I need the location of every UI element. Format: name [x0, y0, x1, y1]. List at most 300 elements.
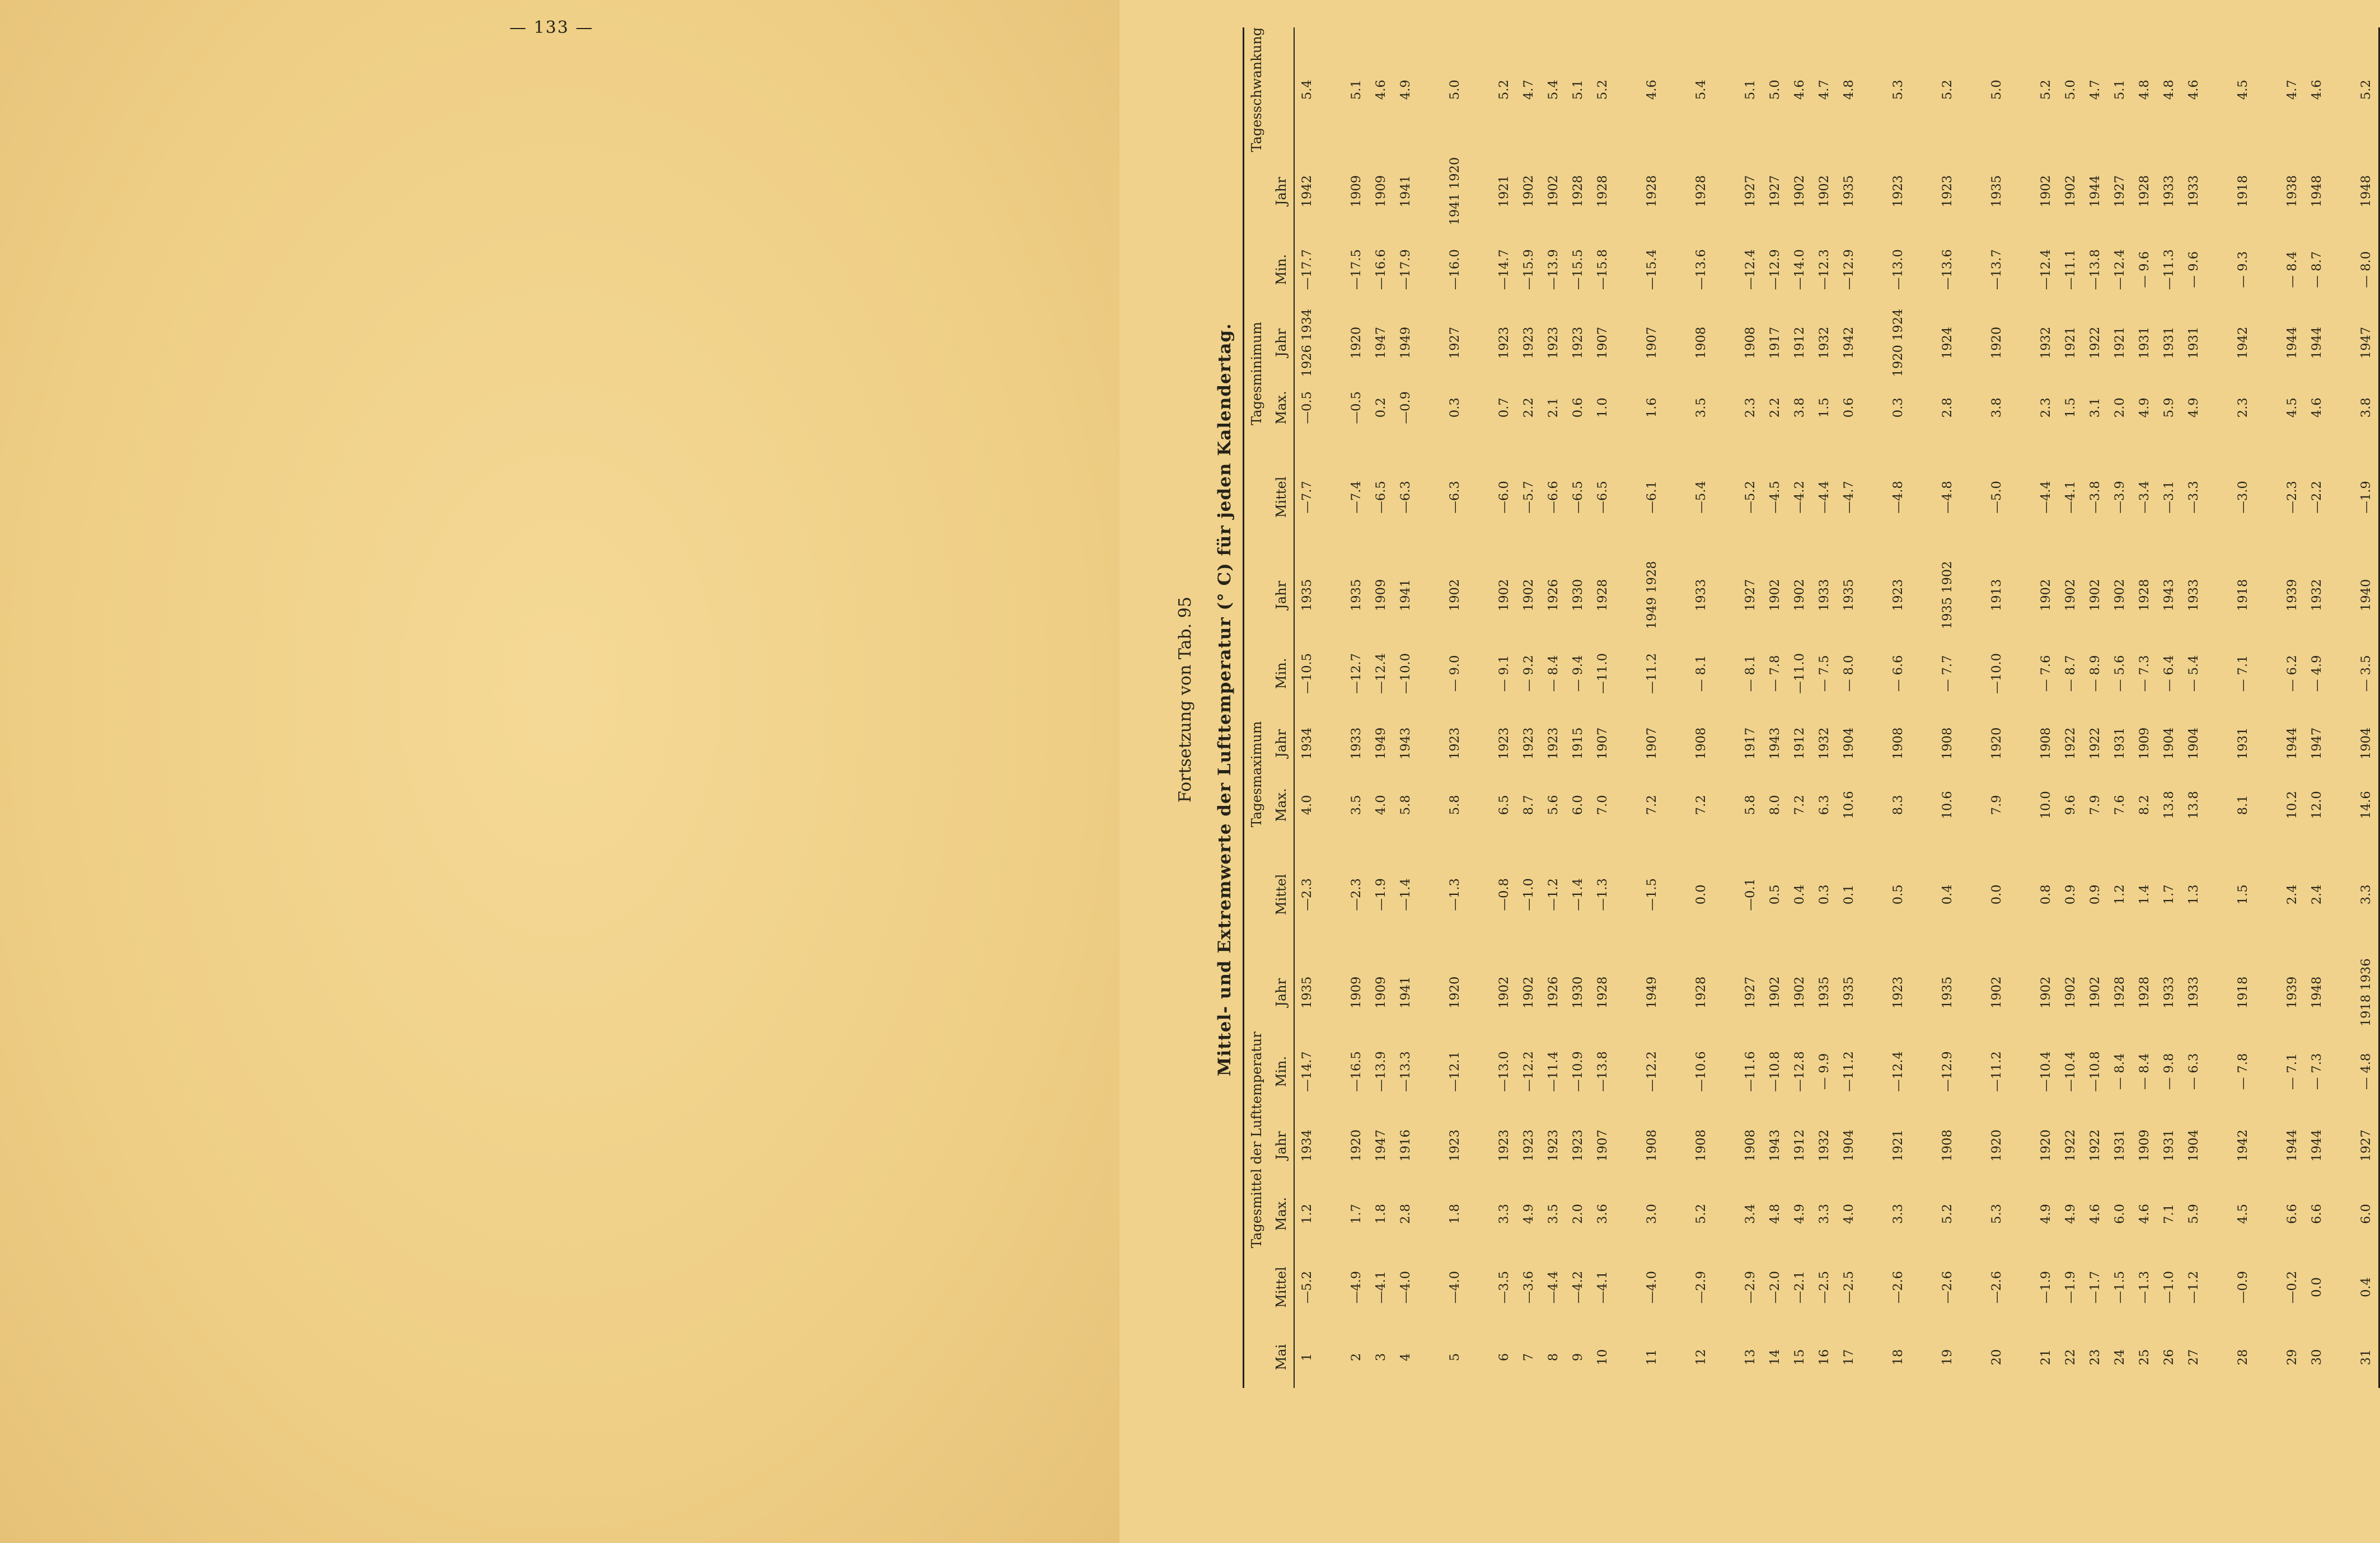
value-cell: —15.8	[1595, 249, 1610, 290]
value-cell: 1.5	[2236, 884, 2250, 905]
value-cell: 5.2	[1497, 79, 1511, 100]
value-cell: 1904	[2354, 712, 2379, 774]
value-cell: 1909	[1374, 579, 1388, 611]
value-cell: 0.9	[2063, 884, 2078, 905]
value-cell: 1921	[2112, 326, 2127, 359]
value-cell: 1902	[1817, 175, 1831, 208]
value-cell: 6.5	[1497, 795, 1511, 815]
value-cell: —13.6	[1694, 249, 1708, 290]
value-cell: 1931	[2112, 727, 2127, 759]
value-cell: 6.0	[2354, 1180, 2379, 1248]
value-cell: —11.0	[1595, 653, 1610, 694]
value-cell: —3.1	[2162, 481, 2176, 514]
value-cell: 1942	[2236, 326, 2250, 359]
value-cell: 1.2	[2112, 884, 2127, 905]
value-cell: 4.5	[2285, 397, 2299, 418]
value-cell: —4.8	[1891, 481, 1905, 514]
value-cell: —5.2	[1300, 1270, 1314, 1304]
value-cell: 0.2	[1374, 397, 1388, 418]
table-row	[1812, 27, 1836, 1388]
row-gap	[1319, 27, 1344, 1388]
value-cell: 1928	[1694, 175, 1708, 208]
value-cell: —2.6	[1940, 1270, 1955, 1304]
value-cell: —11.2	[1842, 1051, 1856, 1092]
value-cell: — 8.1	[1743, 655, 1758, 692]
value-cell: 1920	[1349, 1129, 1364, 1162]
value-cell: 4.9	[1398, 79, 1413, 100]
value-cell: —4.5	[1768, 481, 1782, 514]
value-cell: — 8.0	[1842, 655, 1856, 692]
value-cell: — 6.2	[2285, 655, 2299, 692]
value-cell: — 8.4	[2285, 251, 2299, 288]
day-cell: 15	[1792, 1349, 1807, 1366]
value-cell: —1.5	[1645, 878, 1659, 911]
value-cell: 1.0	[1595, 397, 1610, 418]
value-cell: 1902	[1792, 579, 1807, 611]
value-cell: 1912	[1792, 1129, 1807, 1162]
value-cell: 8.0	[1768, 795, 1782, 815]
value-cell: 1933	[2186, 175, 2201, 208]
value-cell: 4.5	[2236, 79, 2250, 100]
value-cell: 1927	[2354, 1111, 2379, 1180]
value-cell: — 9.1	[1497, 655, 1511, 692]
rotated-table-block	[1175, 0, 2373, 1399]
day-cell: 6	[1497, 1353, 1511, 1362]
value-cell: 1902	[1521, 976, 1536, 1009]
value-cell: 1902	[2088, 976, 2102, 1009]
value-cell: — 6.3	[2186, 1053, 2201, 1090]
column-header: Jahr	[1269, 152, 1294, 231]
row-gap	[1467, 27, 1492, 1388]
row-gap	[2206, 27, 2231, 1388]
value-cell: 1902	[1447, 579, 1462, 611]
value-cell: —16.0	[1447, 249, 1462, 290]
value-cell: 1902	[2039, 579, 2053, 611]
value-cell: 1920	[1989, 1129, 2004, 1162]
value-cell: 1939	[2285, 976, 2299, 1009]
value-cell: —1.3	[2137, 1270, 2152, 1304]
value-cell: 3.5	[1546, 1204, 1561, 1224]
value-cell: 1935	[1989, 175, 2004, 208]
day-cell: 4	[1398, 1353, 1413, 1362]
value-cell: — 9.0	[1447, 655, 1462, 692]
day-cell: 12	[1694, 1349, 1708, 1366]
table-row	[2354, 27, 2379, 1388]
value-cell: 8.3	[1891, 795, 1905, 815]
value-cell: 1922	[2088, 326, 2102, 359]
value-cell: 1944	[2309, 326, 2324, 359]
value-cell: — 7.1	[2236, 655, 2250, 692]
value-cell: — 8.1	[1694, 655, 1708, 692]
value-cell: —6.6	[1546, 481, 1561, 514]
table-body	[1294, 27, 2379, 1388]
value-cell: —4.4	[2039, 481, 2053, 514]
value-cell: 1923	[1940, 175, 1955, 208]
value-cell: 1921	[1891, 1129, 1905, 1162]
temperature-table	[1243, 27, 2380, 1388]
value-cell: —14.7	[1300, 1051, 1314, 1092]
value-cell: —2.6	[1891, 1270, 1905, 1304]
value-cell: —1.3	[1595, 878, 1610, 911]
value-cell: 5.8	[1743, 795, 1758, 815]
value-cell: 4.8	[2137, 79, 2152, 100]
day-cell: 29	[2285, 1349, 2299, 1366]
value-cell: 10.6	[1842, 791, 1856, 819]
table-row	[1393, 27, 1418, 1388]
value-cell: —2.0	[1768, 1270, 1782, 1304]
value-cell: 10.2	[2285, 791, 2299, 819]
value-cell: —12.9	[1842, 249, 1856, 290]
value-cell: —4.8	[1940, 481, 1955, 514]
value-cell: 1.5	[1817, 397, 1831, 418]
value-cell: 1927	[1743, 175, 1758, 208]
row-gap	[1615, 27, 1639, 1388]
value-cell: 4.9	[2063, 1204, 2078, 1224]
table-row	[1369, 27, 1393, 1388]
value-cell: 1935	[1940, 976, 1955, 1009]
value-cell: —1.2	[1546, 878, 1561, 911]
value-cell: 1920	[1989, 727, 2004, 759]
value-cell: 1902	[1521, 175, 1536, 208]
value-cell: —1.3	[1447, 878, 1462, 911]
group-tagesschwankung: Tagesschwankung	[1244, 27, 1269, 152]
table-row	[1689, 27, 1713, 1388]
value-cell: —3.3	[2186, 481, 2201, 514]
value-cell: — 7.5	[1817, 655, 1831, 692]
value-cell: 5.8	[1398, 795, 1413, 815]
value-cell: 1927	[1743, 976, 1758, 1009]
value-cell: 1918	[2236, 579, 2250, 611]
day-cell: 21	[2039, 1349, 2053, 1366]
value-cell: 1918	[2236, 175, 2250, 208]
value-cell: 5.4	[1546, 79, 1561, 100]
value-cell: 1923	[1891, 976, 1905, 1009]
value-cell: —2.3	[1300, 878, 1314, 911]
value-cell: 1935	[1349, 579, 1364, 611]
value-cell: 1941	[1398, 976, 1413, 1009]
value-cell: —4.1	[1374, 1270, 1388, 1304]
value-cell: —13.3	[1398, 1051, 1413, 1092]
value-cell: —11.6	[1743, 1051, 1758, 1092]
value-cell: 3.3	[1817, 1204, 1831, 1224]
value-cell: 1908	[1645, 1129, 1659, 1162]
table-row	[2304, 27, 2329, 1388]
value-cell: — 9.6	[2137, 251, 2152, 288]
value-cell: 5.2	[1940, 1204, 1955, 1224]
value-cell: —7.4	[1349, 481, 1364, 514]
value-cell: 1909	[2137, 1129, 2152, 1162]
value-cell: 4.8	[1842, 79, 1856, 100]
value-cell: 6.6	[2309, 1204, 2324, 1224]
value-cell: 0.6	[1842, 397, 1856, 418]
value-cell: —2.6	[1989, 1270, 2004, 1304]
value-cell: —11.2	[1989, 1051, 2004, 1092]
value-cell: 5.9	[2162, 397, 2176, 418]
value-cell: 1908	[1891, 727, 1905, 759]
value-cell: 1928	[1645, 175, 1659, 208]
value-cell: 1926	[1546, 976, 1561, 1009]
value-cell: 1908	[1743, 1129, 1758, 1162]
value-cell: 0.7	[1497, 397, 1511, 418]
row-gap	[1418, 27, 1442, 1388]
value-cell: —13.8	[2088, 249, 2102, 290]
value-cell: 1934	[1300, 727, 1314, 759]
value-cell: 1923	[1571, 1129, 1585, 1162]
value-cell: 1944	[2309, 1129, 2324, 1162]
value-cell: 4.0	[1300, 795, 1314, 815]
value-cell: 4.9	[2137, 397, 2152, 418]
value-cell: 1907	[1595, 1129, 1610, 1162]
value-cell: 1921	[2063, 326, 2078, 359]
value-cell: 1943	[1768, 727, 1782, 759]
value-cell: 6.6	[2285, 1204, 2299, 1224]
value-cell: —3.6	[1521, 1270, 1536, 1304]
column-header: Jahr	[1269, 953, 1294, 1031]
value-cell: 1.4	[2137, 884, 2152, 905]
value-cell: —15.5	[1571, 249, 1585, 290]
value-cell: 2.4	[2285, 884, 2299, 905]
value-cell: —2.2	[2309, 481, 2324, 514]
table-row	[1590, 27, 1615, 1388]
column-header: Mittel	[1269, 1248, 1294, 1326]
value-cell: 7.9	[1989, 795, 2004, 815]
value-cell: 1904	[1842, 727, 1856, 759]
value-cell: 1902	[1792, 175, 1807, 208]
row-gap	[2255, 27, 2280, 1388]
value-cell: 1932	[1817, 727, 1831, 759]
value-cell: 1907	[1595, 727, 1610, 759]
value-cell: —4.2	[1571, 1270, 1585, 1304]
value-cell: 1902	[2039, 175, 2053, 208]
value-cell: 1933	[1817, 579, 1831, 611]
table-row	[2107, 27, 2132, 1388]
value-cell: —0.5	[1300, 391, 1314, 424]
value-cell: —4.7	[1842, 481, 1856, 514]
value-cell: —12.9	[1768, 249, 1782, 290]
value-cell: —12.1	[1447, 1051, 1462, 1092]
value-cell: 12.0	[2309, 791, 2324, 819]
value-cell: 0.3	[1447, 397, 1462, 418]
value-cell: —12.3	[1817, 249, 1831, 290]
value-cell: 6.0	[1571, 795, 1585, 815]
value-cell: 1941 1920	[1447, 157, 1462, 226]
day-cell: 22	[2063, 1349, 2078, 1366]
value-cell: 1930	[1571, 976, 1585, 1009]
value-cell: 1922	[2063, 727, 2078, 759]
value-cell: —1.0	[2162, 1270, 2176, 1304]
value-cell: 10.6	[1940, 791, 1955, 819]
table-row	[1787, 27, 1812, 1388]
value-cell: 13.8	[2162, 791, 2176, 819]
value-cell: 1917	[1768, 326, 1782, 359]
value-cell: —10.8	[1768, 1051, 1782, 1092]
value-cell: 1933	[2162, 175, 2176, 208]
value-cell: 7.2	[1645, 795, 1659, 815]
value-cell: —10.4	[2039, 1051, 2053, 1092]
value-cell: 1942	[1300, 175, 1314, 208]
value-cell: —10.9	[1571, 1051, 1585, 1092]
value-cell: —1.4	[1571, 878, 1585, 911]
value-cell: —14.0	[1792, 249, 1807, 290]
value-cell: 5.2	[1694, 1204, 1708, 1224]
day-cell: 14	[1768, 1349, 1782, 1366]
value-cell: —1.5	[2112, 1270, 2127, 1304]
value-cell: 6.0	[2112, 1204, 2127, 1224]
value-cell: 1947	[1374, 326, 1388, 359]
value-cell: 1949	[1374, 727, 1388, 759]
value-cell: 1.8	[1374, 1204, 1388, 1224]
day-cell: 9	[1571, 1353, 1585, 1362]
value-cell: —14.7	[1497, 249, 1511, 290]
day-cell: 31	[2354, 1326, 2379, 1388]
value-cell: 1928	[1595, 976, 1610, 1009]
value-cell: —13.8	[1595, 1051, 1610, 1092]
value-cell: 1909	[1349, 976, 1364, 1009]
value-cell: 1926	[1546, 579, 1561, 611]
value-cell: 1902	[1989, 976, 2004, 1009]
value-cell: 2.3	[2236, 397, 2250, 418]
value-cell: — 8.0	[2354, 231, 2379, 309]
value-cell: 1902	[1521, 579, 1536, 611]
value-cell: 4.7	[2285, 79, 2299, 100]
value-cell: 1935	[1842, 175, 1856, 208]
value-cell: —6.3	[1398, 481, 1413, 514]
value-cell: —3.8	[2088, 481, 2102, 514]
day-cell: 16	[1817, 1349, 1831, 1366]
column-header: Jahr	[1269, 309, 1294, 377]
value-cell: 1932	[1817, 326, 1831, 359]
column-header: Min.	[1269, 231, 1294, 309]
value-cell: 0.5	[1891, 884, 1905, 905]
value-cell: 1908	[1940, 727, 1955, 759]
value-cell: 1940	[2354, 556, 2379, 634]
value-cell: 2.3	[1743, 397, 1758, 418]
value-cell: 1917	[1743, 727, 1758, 759]
value-cell: — 8.7	[2063, 655, 2078, 692]
value-cell: —13.6	[1940, 249, 1955, 290]
value-cell: 1948	[2309, 175, 2324, 208]
value-cell: —12.8	[1792, 1051, 1807, 1092]
continuation-note: Fortsetzung von Tab. 95	[1175, 597, 1195, 803]
value-cell: — 9.6	[2186, 251, 2201, 288]
value-cell: 0.0	[1694, 884, 1708, 905]
value-cell: 1938	[2285, 175, 2299, 208]
day-cell: 3	[1374, 1353, 1388, 1362]
value-cell: 1923	[1497, 727, 1511, 759]
value-cell: 0.3	[1891, 397, 1905, 418]
value-cell: 1928	[1595, 579, 1610, 611]
value-cell: 1923	[1521, 1129, 1536, 1162]
value-cell: 2.3	[2039, 397, 2053, 418]
group-header-row	[1244, 27, 1269, 1388]
value-cell: —10.0	[1398, 653, 1413, 694]
value-cell: 5.2	[2354, 27, 2379, 152]
value-cell: 3.0	[1645, 1204, 1659, 1224]
value-cell: 4.0	[1842, 1204, 1856, 1224]
value-cell: 1933	[1349, 727, 1364, 759]
day-cell: 5	[1447, 1353, 1462, 1362]
value-cell: 1931	[2162, 326, 2176, 359]
value-cell: 1941	[1398, 579, 1413, 611]
value-cell: —7.7	[1300, 481, 1314, 514]
value-cell: — 6.4	[2162, 655, 2176, 692]
value-cell: 1923	[1497, 1129, 1511, 1162]
day-cell: 8	[1546, 1353, 1561, 1362]
value-cell: 1913	[1989, 579, 2004, 611]
day-cell: 17	[1842, 1349, 1856, 1366]
column-header: Mai	[1269, 1326, 1294, 1388]
value-cell: —4.0	[1645, 1270, 1659, 1304]
value-cell: —17.9	[1398, 249, 1413, 290]
value-cell: 3.8	[1792, 397, 1807, 418]
value-cell: — 5.4	[2186, 655, 2201, 692]
table-row	[1935, 27, 1960, 1388]
value-cell: 1947	[1374, 1129, 1388, 1162]
value-cell: 1902	[2039, 976, 2053, 1009]
value-cell: 4.5	[2236, 1204, 2250, 1224]
value-cell: 1918	[2236, 976, 2250, 1009]
value-cell: 1935	[1842, 579, 1856, 611]
value-cell: 5.8	[1447, 795, 1462, 815]
value-cell: —1.9	[2354, 438, 2379, 556]
value-cell: 1923	[1447, 1129, 1462, 1162]
value-cell: 10.0	[2039, 791, 2053, 819]
value-cell: 5.4	[1694, 79, 1708, 100]
value-cell: 1930	[1571, 579, 1585, 611]
table-row	[1886, 27, 1910, 1388]
value-cell: 5.3	[1891, 79, 1905, 100]
value-cell: 1907	[1595, 326, 1610, 359]
table-row	[2231, 27, 2255, 1388]
day-cell: 24	[2112, 1349, 2127, 1366]
value-cell: 1944	[2088, 175, 2102, 208]
value-cell: 1.6	[1645, 397, 1659, 418]
value-cell: —6.0	[1497, 481, 1511, 514]
value-cell: 1909	[1374, 976, 1388, 1009]
row-gap	[1664, 27, 1689, 1388]
value-cell: —6.5	[1571, 481, 1585, 514]
value-cell: 5.2	[1940, 79, 1955, 100]
value-cell: — 9.3	[2236, 251, 2250, 288]
day-cell: 27	[2186, 1349, 2201, 1366]
value-cell: —1.7	[2088, 1270, 2102, 1304]
value-cell: —12.4	[1374, 653, 1388, 694]
value-cell: 1904	[1842, 1129, 1856, 1162]
value-cell: —2.5	[1842, 1270, 1856, 1304]
value-cell: 5.9	[2186, 1204, 2201, 1224]
table-row	[2280, 27, 2304, 1388]
table-row	[1639, 27, 1664, 1388]
value-cell: 4.6	[2137, 1204, 2152, 1224]
value-cell: —4.0	[1447, 1270, 1462, 1304]
value-cell: — 7.8	[2236, 1053, 2250, 1090]
row-gap	[2009, 27, 2034, 1388]
value-cell: 1932	[2309, 579, 2324, 611]
value-cell: 1923	[1546, 727, 1561, 759]
value-cell: 5.4	[1300, 79, 1314, 100]
value-cell: 4.6	[1645, 79, 1659, 100]
value-cell: — 8.9	[2088, 655, 2102, 692]
value-cell: —13.9	[1374, 1051, 1388, 1092]
value-cell: 1932	[2039, 326, 2053, 359]
value-cell: 1902	[2112, 579, 2127, 611]
value-cell: 1920	[1989, 326, 2004, 359]
value-cell: 5.1	[1349, 79, 1364, 100]
value-cell: 1909	[1374, 175, 1388, 208]
value-cell: 1902	[1792, 976, 1807, 1009]
value-cell: — 9.2	[1521, 655, 1536, 692]
value-cell: 1.7	[2162, 884, 2176, 905]
